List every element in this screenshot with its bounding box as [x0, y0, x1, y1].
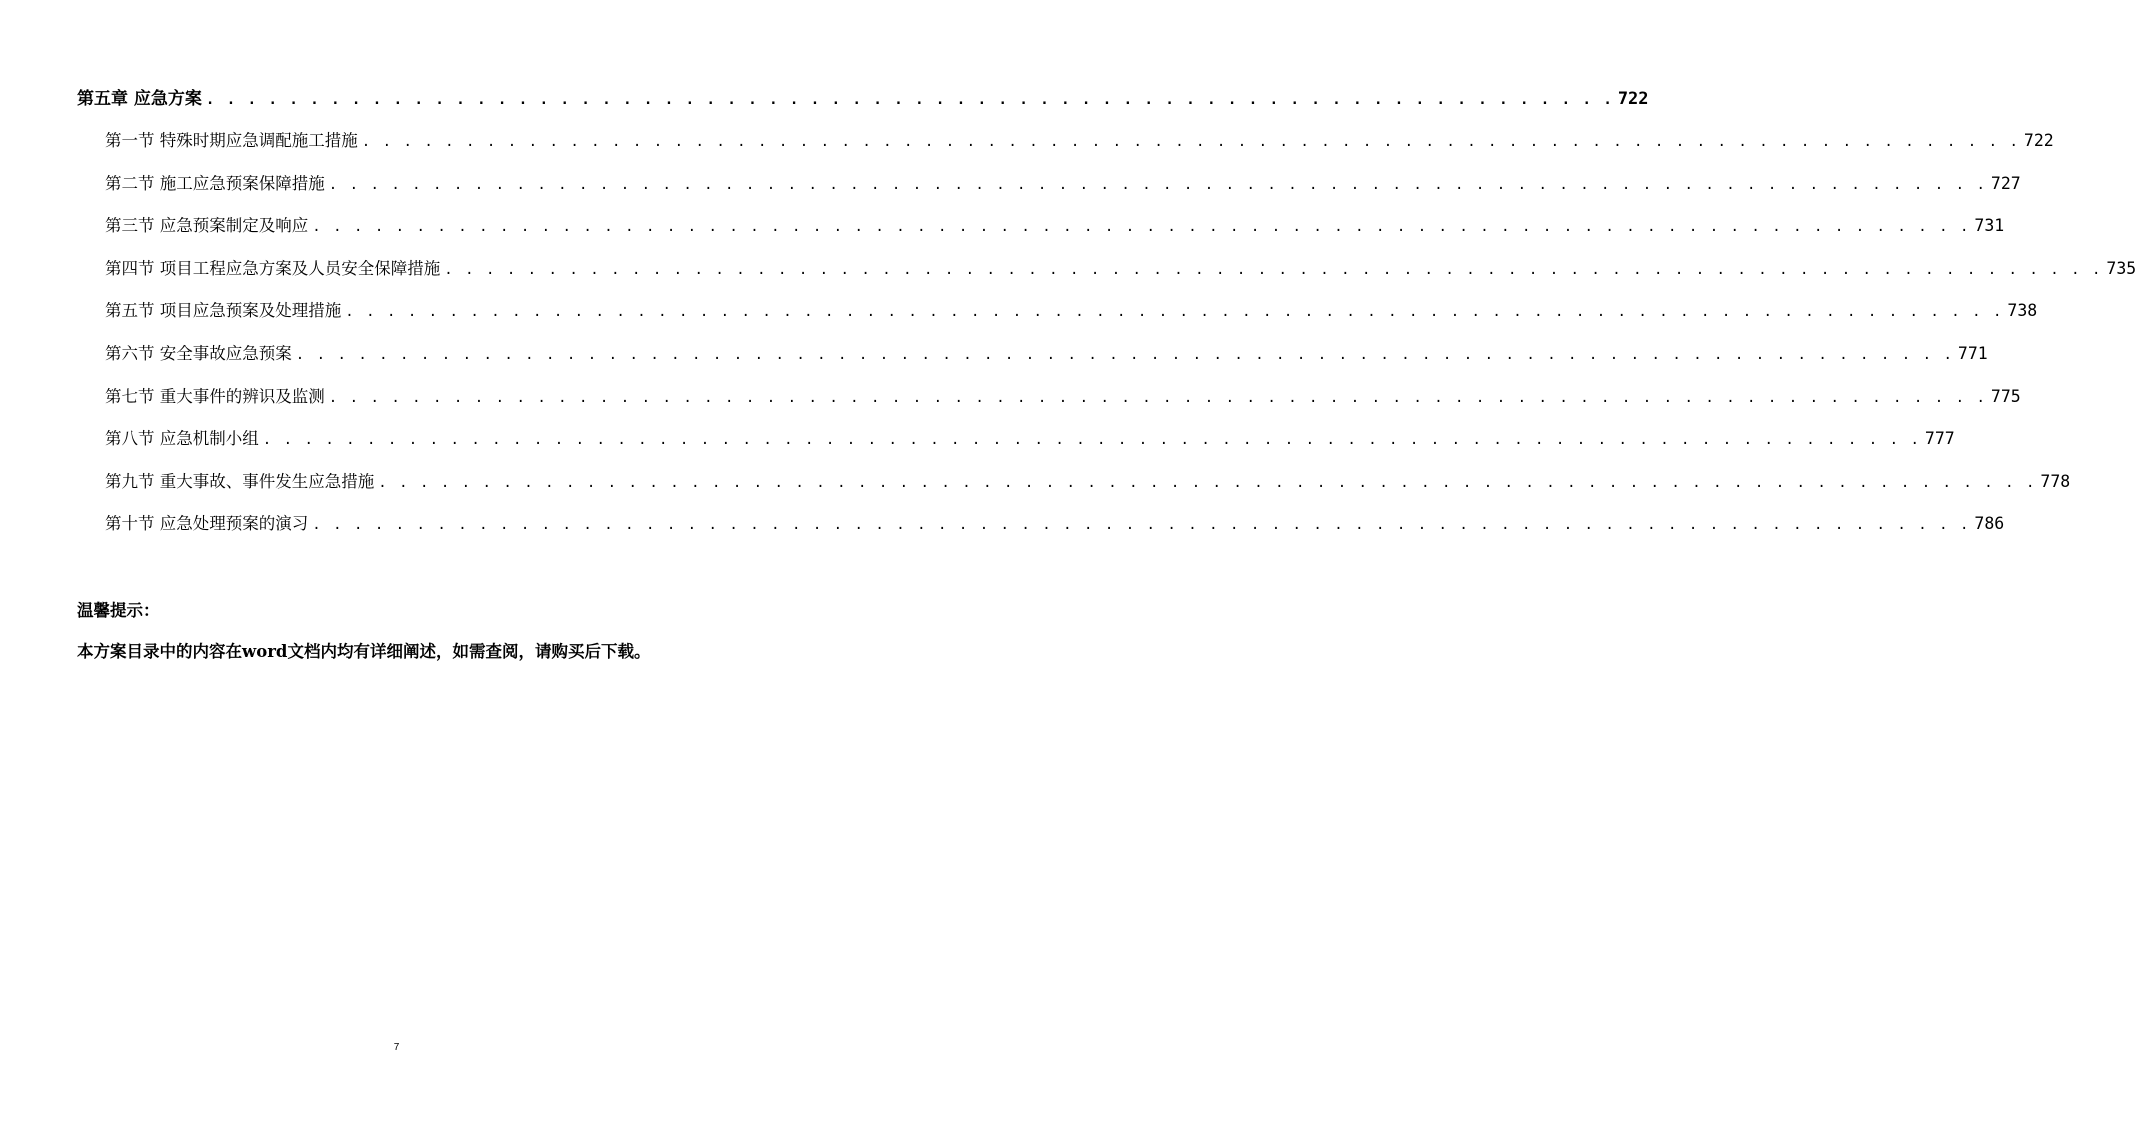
hint-title: 温馨提示： [77, 601, 160, 620]
toc-section-entry[interactable] [77, 468, 2071, 511]
toc-leader-dots: . . . . . . . . . . . . . . . . . . . . . . . . . . . . . . . . . . . . . . . . . . . . . . . . . . . . . . . . . . . . . . . . . . . . [205, 92, 1614, 108]
toc-section-title: 第七节 重大事件的辨识及监测 [105, 386, 325, 406]
toc-section-title: 第六节 安全事故应急预案 [105, 343, 292, 363]
toc-chapter-title: 第五章 应急方案 [77, 89, 202, 109]
toc-page-number: 786 [1974, 514, 2005, 534]
hint-body: 本方案目录中的内容在word文档内均有详细阐述，如需查阅，请购买后下载。 [77, 642, 651, 661]
toc-chapter-entry[interactable] [77, 84, 1649, 127]
toc-section-entry[interactable] [77, 383, 2021, 426]
toc-leader-dots: . . . . . . . . . . . . . . . . . . . . . . . . . . . . . . . . . . . . . . . . . . . . . . . . . . . . . . . . . . . . . . . . . . . . . . . . . . . . . . . . [345, 304, 2004, 321]
toc-leader-dots: . . . . . . . . . . . . . . . . . . . . . . . . . . . . . . . . . . . . . . . . . . . . . . . . . . . . . . . . . . . . . . . . . . . . . . . . . . . . . . . . [328, 176, 1987, 193]
toc-leader-dots: . . . . . . . . . . . . . . . . . . . . . . . . . . . . . . . . . . . . . . . . . . . . . . . . . . . . . . . . . . . . . . . . . . . . . . . . . . . . . . . . [312, 219, 1971, 236]
toc-section-title: 第四节 项目工程应急方案及人员安全保障措施 [105, 258, 441, 278]
toc-section-title: 第九节 重大事故、事件发生应急措施 [105, 471, 375, 491]
toc-leader-dots: . . . . . . . . . . . . . . . . . . . . . . . . . . . . . . . . . . . . . . . . . . . . . . . . . . . . . . . . . . . . . . . . . . . . . . . . . . . . . . . . [328, 389, 1987, 406]
table-of-contents [77, 84, 2136, 553]
toc-section-entry[interactable] [77, 127, 2054, 170]
toc-page-number: 722 [1617, 89, 1649, 109]
toc-section-title: 第三节 应急预案制定及响应 [105, 216, 309, 236]
page-number: 7 [393, 1042, 400, 1053]
toc-page-number: 777 [1924, 429, 1955, 449]
toc-page-number: 731 [1974, 216, 2005, 236]
toc-page-number: 778 [2040, 471, 2071, 491]
toc-section-entry[interactable] [77, 170, 2021, 213]
toc-leader-dots: . . . . . . . . . . . . . . . . . . . . . . . . . . . . . . . . . . . . . . . . . . . . . . . . . . . . . . . . . . . . . . . . . . . . . . . . . . . . . . . . [361, 134, 2020, 150]
toc-page-number: 727 [1990, 173, 2021, 193]
toc-section-title: 第二节 施工应急预案保障措施 [105, 173, 325, 193]
toc-leader-dots: . . . . . . . . . . . . . . . . . . . . . . . . . . . . . . . . . . . . . . . . . . . . . . . . . . . . . . . . . . . . . . . . . . . . . . . . . . . . . . . . [295, 346, 1954, 363]
toc-section-title: 第一节 特殊时期应急调配施工措施 [105, 131, 358, 150]
toc-leader-dots: . . . . . . . . . . . . . . . . . . . . . . . . . . . . . . . . . . . . . . . . . . . . . . . . . . . . . . . . . . . . . . . . . . . . . . . . . . . . . . . . [312, 517, 1971, 534]
toc-section-title: 第五节 项目应急预案及处理措施 [105, 301, 342, 321]
toc-section-title: 第八节 应急机制小组 [105, 429, 259, 449]
toc-leader-dots: . . . . . . . . . . . . . . . . . . . . . . . . . . . . . . . . . . . . . . . . . . . . . . . . . . . . . . . . . . . . . . . . . . . . . . . . . . . . . . . . [378, 474, 2037, 491]
toc-page-number: 738 [2007, 301, 2038, 321]
toc-section-entry[interactable] [77, 255, 2136, 298]
toc-section-entry[interactable] [77, 510, 2005, 553]
toc-section-entry[interactable] [77, 340, 1988, 383]
toc-page-number: 735 [2106, 258, 2136, 278]
toc-section-entry[interactable] [77, 425, 1955, 468]
toc-page-number: 722 [2023, 131, 2054, 150]
toc-leader-dots: . . . . . . . . . . . . . . . . . . . . . . . . . . . . . . . . . . . . . . . . . . . . . . . . . . . . . . . . . . . . . . . . . . . . . . . . . . . . . . . . [444, 261, 2103, 278]
toc-section-entry[interactable] [77, 297, 2038, 340]
toc-page-number: 771 [1957, 343, 1988, 363]
toc-section-entry[interactable] [77, 212, 2005, 255]
toc-section-title: 第十节 应急处理预案的演习 [105, 514, 309, 534]
toc-page-number: 775 [1990, 386, 2021, 406]
toc-leader-dots: . . . . . . . . . . . . . . . . . . . . . . . . . . . . . . . . . . . . . . . . . . . . . . . . . . . . . . . . . . . . . . . . . . . . . . . . . . . . . . . . [262, 432, 1921, 449]
